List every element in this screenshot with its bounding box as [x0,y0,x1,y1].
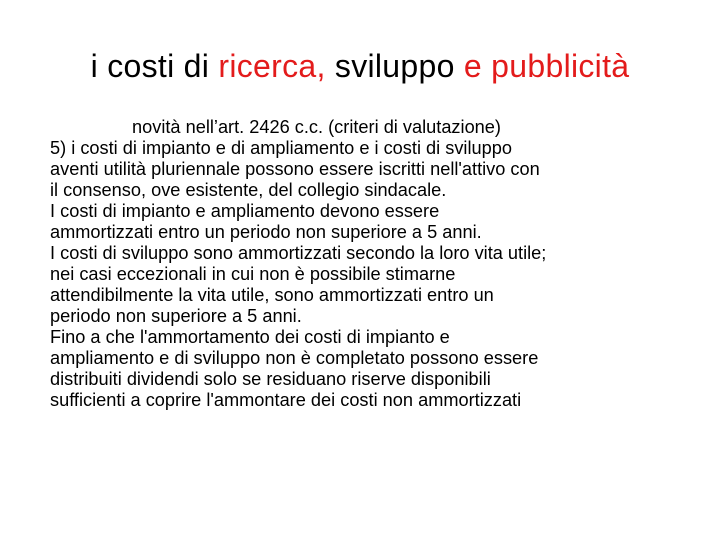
title-highlight-ricerca: ricerca, [218,48,326,84]
body-line: ampliamento e di sviluppo non è completato possono essere [50,348,539,368]
body-line: ammortizzati entro un periodo non superiore a 5 anni. [50,222,482,242]
slide-body [50,117,690,411]
body-line: attendibilmente la vita utile, sono ammortizzati entro un [50,285,494,305]
slide-title [0,44,720,88]
body-line: I costi di sviluppo sono ammortizzati secondo la loro vita utile; [50,243,547,263]
body-line: distribuiti dividendi solo se residuano riserve disponibili [50,369,491,389]
title-text-part: i costi di [90,48,219,84]
title-text-part: sviluppo [325,48,464,84]
body-line: I costi di impianto e ampliamento devono essere [50,201,440,221]
body-line: aventi utilità pluriennale possono essere iscritti nell'attivo con [50,159,540,179]
title-highlight-pubblicita: e pubblicità [463,48,630,84]
body-line: Fino a che l'ammortamento dei costi di impianto e [50,327,450,347]
body-line: periodo non superiore a 5 anni. [50,306,302,326]
body-line: 5) i costi di impianto e di ampliamento e i costi di sviluppo [50,138,512,158]
body-line: il consenso, ove esistente, del collegio sindacale. [50,180,447,200]
body-line: sufficienti a coprire l'ammontare dei costi non ammortizzati [50,390,522,410]
body-line: nei casi eccezionali in cui non è possibile stimarne [50,264,456,284]
body-subheading: novità nell’art. 2426 c.c. (criteri di valutazione) [132,117,501,137]
